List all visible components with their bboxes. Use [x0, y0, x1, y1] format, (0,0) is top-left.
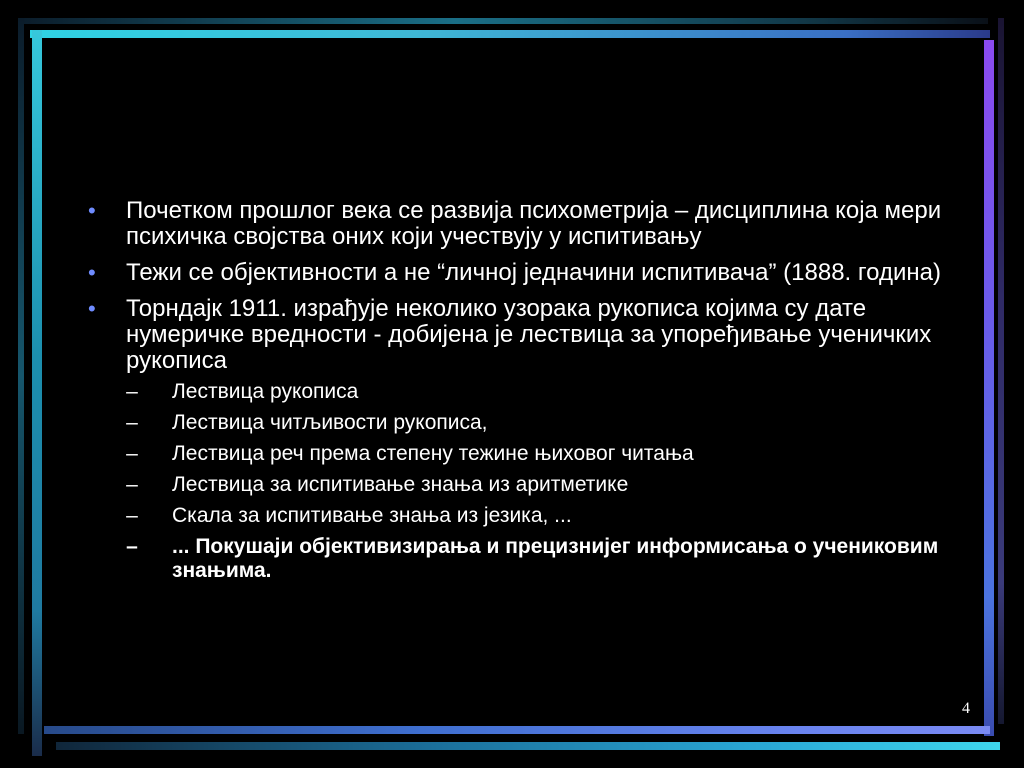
frame-bottom-outer-bar — [56, 742, 1000, 750]
frame-left-inner-bar — [32, 30, 42, 756]
sub-bullet-item — [122, 380, 948, 404]
sub-bullet-item — [122, 442, 948, 466]
sub-bullet-text: ... Покушаји објективизирања и прецизнијег информисања о учениковим знањима. — [172, 535, 939, 582]
dash-icon: – — [126, 380, 138, 403]
frame-right-outer-bar — [998, 18, 1004, 724]
frame-bottom-inner-bar — [44, 726, 990, 734]
sub-bullet-text: Лествица реч према степену тежине њиховог читања — [172, 442, 694, 465]
sub-bullet-text: Скала за испитивање знања из језика, ... — [172, 504, 572, 527]
slide-body — [88, 198, 948, 593]
frame-left-outer-bar — [18, 18, 24, 734]
dash-icon: – — [126, 504, 138, 527]
dash-icon: – — [126, 535, 138, 558]
dash-icon: – — [126, 473, 138, 496]
frame-right-inner-bar — [984, 40, 994, 736]
bullet-item — [88, 260, 948, 286]
dash-icon: – — [126, 442, 138, 465]
frame-top-outer-bar — [18, 18, 988, 24]
bullet-list — [88, 198, 948, 583]
sub-bullet-item-emphasis — [122, 535, 948, 583]
sub-bullet-list — [122, 380, 948, 583]
frame-top-inner-bar — [30, 30, 990, 38]
bullet-icon: • — [88, 296, 96, 321]
bullet-icon: • — [88, 198, 96, 223]
sub-bullet-text: Лествица читљивости рукописа, — [172, 411, 488, 434]
bullet-text: Торндајк 1911. израђује неколико узорака рукописа којима су дате нумеричке вредности - добијена је лествица за упоређивање ученичких рукописа — [126, 295, 932, 374]
bullet-item — [88, 198, 948, 250]
bullet-text: Тежи се објективности а не “личној једначини испитивача” (1888. година) — [126, 259, 941, 286]
sub-bullet-text: Лествица за испитивање знања из аритметике — [172, 473, 629, 496]
sub-bullet-item — [122, 411, 948, 435]
bullet-text: Почетком прошлог века се развија психометрија – дисциплина која мери психичка својства оних који учествују у испитивању — [126, 197, 942, 250]
page-number: 4 — [962, 700, 970, 717]
sub-bullet-item — [122, 473, 948, 497]
dash-icon: – — [126, 411, 138, 434]
bullet-icon: • — [88, 260, 96, 285]
sub-bullet-text: Лествица рукописа — [172, 380, 359, 403]
sub-bullet-item — [122, 504, 948, 528]
bullet-item — [88, 296, 948, 583]
